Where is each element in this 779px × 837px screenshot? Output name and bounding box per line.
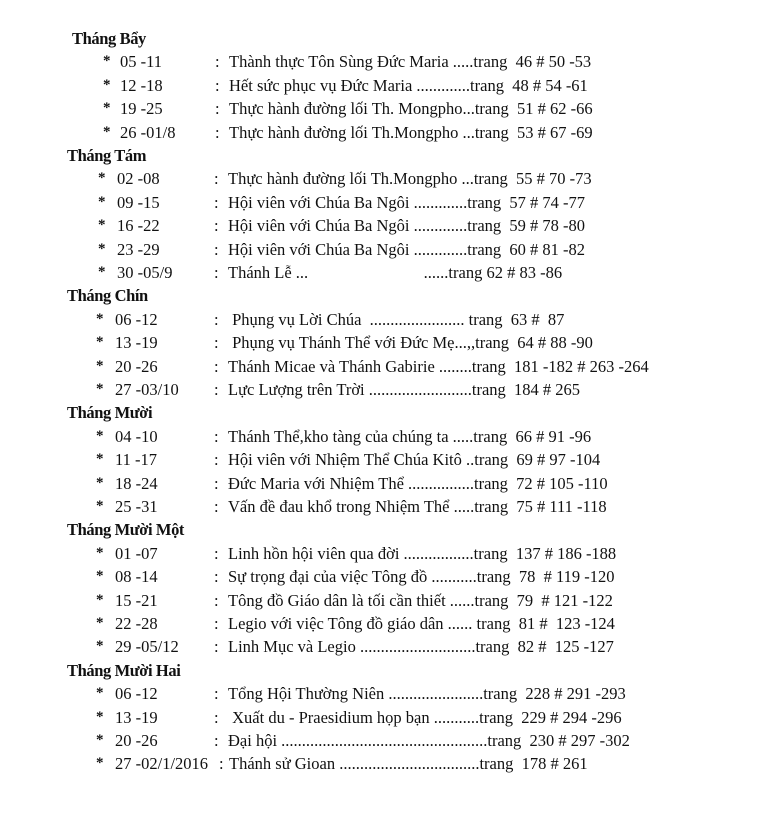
lesson-title: Vấn đề đau khổ trong Nhiệm Thể .....trang 75 # 111 -118 — [228, 497, 607, 516]
lesson-title: Thánh Micae và Thánh Gabirie ........trang 181 -182 # 263 -264 — [228, 356, 649, 376]
schedule-row — [0, 729, 779, 752]
month-heading: Tháng Tám — [67, 146, 147, 165]
bullet-icon: * — [98, 170, 106, 187]
lesson-title: Linh hồn hội viên qua đời .................trang 137 # 186 -188 — [228, 543, 617, 563]
schedule-row — [0, 565, 779, 588]
bullet-icon: * — [96, 310, 104, 327]
date-range: 29 -05/12 — [115, 637, 179, 657]
date-range: 12 -18 — [120, 75, 163, 95]
lesson-title: Xuất du - Praesidium họp bạn ...........trang 229 # 294 -296 — [228, 707, 622, 727]
bullet-icon: * — [96, 474, 104, 491]
separator: : — [214, 543, 219, 563]
schedule-row — [0, 97, 779, 120]
lesson-title: Lực Lượng trên Trời .........................trang 184 # 265 — [228, 380, 581, 399]
bullet-icon: * — [98, 240, 106, 257]
date-range: 06 -12 — [115, 309, 158, 329]
bullet-icon: * — [96, 755, 104, 772]
bullet-icon: * — [103, 123, 111, 140]
lesson-title: Thánh sử Gioan ..................................trang 178 # 261 — [229, 754, 588, 774]
schedule-row — [0, 50, 779, 73]
separator: : — [214, 356, 219, 376]
schedule-row — [0, 121, 779, 144]
bullet-icon: * — [96, 451, 104, 468]
date-range: 16 -22 — [117, 216, 160, 236]
schedule-row — [0, 191, 779, 214]
date-range: 09 -15 — [117, 192, 160, 212]
date-range: 02 -08 — [117, 169, 160, 189]
lesson-title: Phụng vụ Lời Chúa ....................... trang 63 # 87 — [228, 309, 565, 329]
separator: : — [214, 707, 219, 727]
bullet-icon: * — [103, 100, 111, 117]
schedule-row — [0, 74, 779, 97]
lesson-title: Hội viên với Chúa Ba Ngôi .............trang 57 # 74 -77 — [228, 192, 586, 212]
schedule-row — [0, 308, 779, 331]
schedule-row — [0, 495, 779, 518]
date-range: 27 -03/10 — [115, 380, 179, 399]
date-range: 25 -31 — [115, 497, 158, 516]
schedule-row — [0, 706, 779, 729]
month-heading: Tháng Mười Một — [67, 520, 185, 540]
lesson-title: Đức Maria với Nhiệm Thể ................trang 72 # 105 -110 — [228, 473, 608, 493]
separator: : — [214, 497, 219, 516]
schedule-row — [0, 214, 779, 237]
date-range: 30 -05/9 — [117, 263, 173, 282]
schedule-row — [0, 752, 779, 775]
schedule-row — [0, 355, 779, 378]
lesson-title: Hội viên với Nhiệm Thể Chúa Kitô ..trang 69 # 97 -104 — [228, 450, 601, 470]
schedule-row — [0, 425, 779, 448]
bullet-icon: * — [96, 638, 104, 655]
date-range: 04 -10 — [115, 426, 158, 446]
separator: : — [214, 590, 219, 610]
bullet-icon: * — [103, 76, 111, 93]
lesson-title: Tổng Hội Thường Niên .......................trang 228 # 291 -293 — [228, 684, 626, 704]
date-range: 11 -17 — [115, 450, 158, 470]
separator: : — [214, 309, 219, 329]
separator: : — [214, 192, 219, 212]
month-heading: Tháng Mười Hai — [67, 660, 181, 680]
bullet-icon: * — [96, 334, 104, 351]
separator: : — [214, 380, 219, 399]
schedule-row — [0, 612, 779, 635]
bullet-icon: * — [96, 732, 104, 748]
separator: : — [214, 614, 219, 633]
date-range: 26 -01/8 — [120, 122, 176, 142]
bullet-icon: * — [96, 591, 104, 608]
lesson-title: Phụng vụ Thánh Thể với Đức Mẹ...,,trang 64 # 88 -90 — [228, 333, 593, 353]
date-range: 20 -26 — [115, 731, 158, 750]
separator: : — [215, 52, 220, 72]
date-range: 05 -11 — [120, 52, 163, 72]
schedule-row — [0, 682, 779, 705]
date-range: 22 -28 — [115, 614, 158, 633]
separator: : — [214, 637, 219, 657]
bullet-icon: * — [103, 53, 111, 70]
bullet-icon: * — [96, 381, 104, 397]
lesson-title: Legio với việc Tông đồ giáo dân ...... trang 81 # 123 -124 — [228, 614, 615, 633]
schedule-row — [0, 635, 779, 658]
bullet-icon: * — [96, 568, 104, 585]
date-range: 08 -14 — [115, 567, 158, 587]
lesson-title: Thực hành đường lối Th. Mongpho...trang 51 # 62 -66 — [229, 99, 593, 119]
separator: : — [214, 450, 219, 470]
bullet-icon: * — [96, 498, 104, 514]
date-range: 27 -02/1/2016 — [115, 754, 209, 774]
bullet-icon: * — [96, 708, 104, 725]
lesson-title: Hội viên với Chúa Ba Ngôi .............trang 60 # 81 -82 — [228, 239, 586, 259]
schedule-row — [0, 589, 779, 612]
month-heading: Tháng Mười — [67, 403, 153, 423]
separator: : — [214, 333, 219, 353]
separator: : — [214, 567, 219, 587]
month-heading: Tháng Bẩy — [72, 29, 146, 48]
lesson-title: Hội viên với Chúa Ba Ngôi .............trang 59 # 78 -80 — [228, 216, 586, 236]
lesson-title: Hết sức phục vụ Đức Maria .............trang 48 # 54 -61 — [229, 75, 588, 95]
bullet-icon: * — [96, 357, 104, 374]
separator: : — [215, 99, 220, 119]
lesson-title: Thánh Lễ ... ......trang 62 # 83 -86 — [228, 263, 563, 282]
date-range: 06 -12 — [115, 684, 158, 704]
separator: : — [214, 216, 219, 236]
separator: : — [214, 684, 219, 704]
lesson-title: Sự trọng đại của việc Tông đồ ...........trang 78 # 119 -120 — [228, 567, 615, 587]
month-heading: Tháng Chín — [67, 286, 148, 306]
schedule-row — [0, 448, 779, 471]
lesson-title: Thực hành đường lối Th.Mongpho ...trang 55 # 70 -73 — [228, 169, 592, 189]
separator: : — [219, 754, 224, 774]
separator: : — [214, 169, 219, 189]
date-range: 15 -21 — [115, 590, 158, 610]
date-range: 19 -25 — [120, 99, 163, 119]
schedule-row — [0, 261, 779, 284]
separator: : — [215, 75, 220, 95]
lesson-title: Tông đồ Giáo dân là tối cần thiết ......trang 79 # 121 -122 — [228, 590, 613, 610]
separator: : — [214, 473, 219, 493]
bullet-icon: * — [96, 685, 104, 702]
separator: : — [215, 122, 220, 142]
lesson-title: Thực hành đường lối Th.Mongpho ...trang 53 # 67 -69 — [229, 122, 593, 142]
lesson-title: Thành thực Tôn Sùng Đức Maria .....trang 46 # 50 -53 — [229, 52, 592, 72]
schedule-row — [0, 542, 779, 565]
schedule-row — [0, 238, 779, 261]
lesson-title: Đại hội ..................................................trang 230 # 297 -302 — [228, 731, 630, 750]
separator: : — [214, 426, 219, 446]
bullet-icon: * — [98, 264, 106, 280]
date-range: 20 -26 — [115, 356, 158, 376]
bullet-icon: * — [96, 427, 104, 444]
lesson-title: Thánh Thể,kho tàng của chúng ta .....trang 66 # 91 -96 — [228, 426, 592, 446]
date-range: 13 -19 — [115, 707, 158, 727]
separator: : — [214, 263, 219, 282]
schedule-row — [0, 167, 779, 190]
separator: : — [214, 731, 219, 750]
schedule-row — [0, 378, 779, 401]
date-range: 18 -24 — [115, 473, 158, 493]
schedule-row — [0, 331, 779, 354]
date-range: 23 -29 — [117, 239, 160, 259]
schedule-row — [0, 472, 779, 495]
bullet-icon: * — [96, 544, 104, 561]
bullet-icon: * — [98, 217, 106, 234]
bullet-icon: * — [96, 615, 104, 631]
date-range: 01 -07 — [115, 543, 158, 563]
lesson-title: Linh Mục và Legio ............................trang 82 # 125 -127 — [228, 637, 614, 657]
separator: : — [214, 239, 219, 259]
bullet-icon: * — [98, 193, 106, 210]
date-range: 13 -19 — [115, 333, 158, 353]
